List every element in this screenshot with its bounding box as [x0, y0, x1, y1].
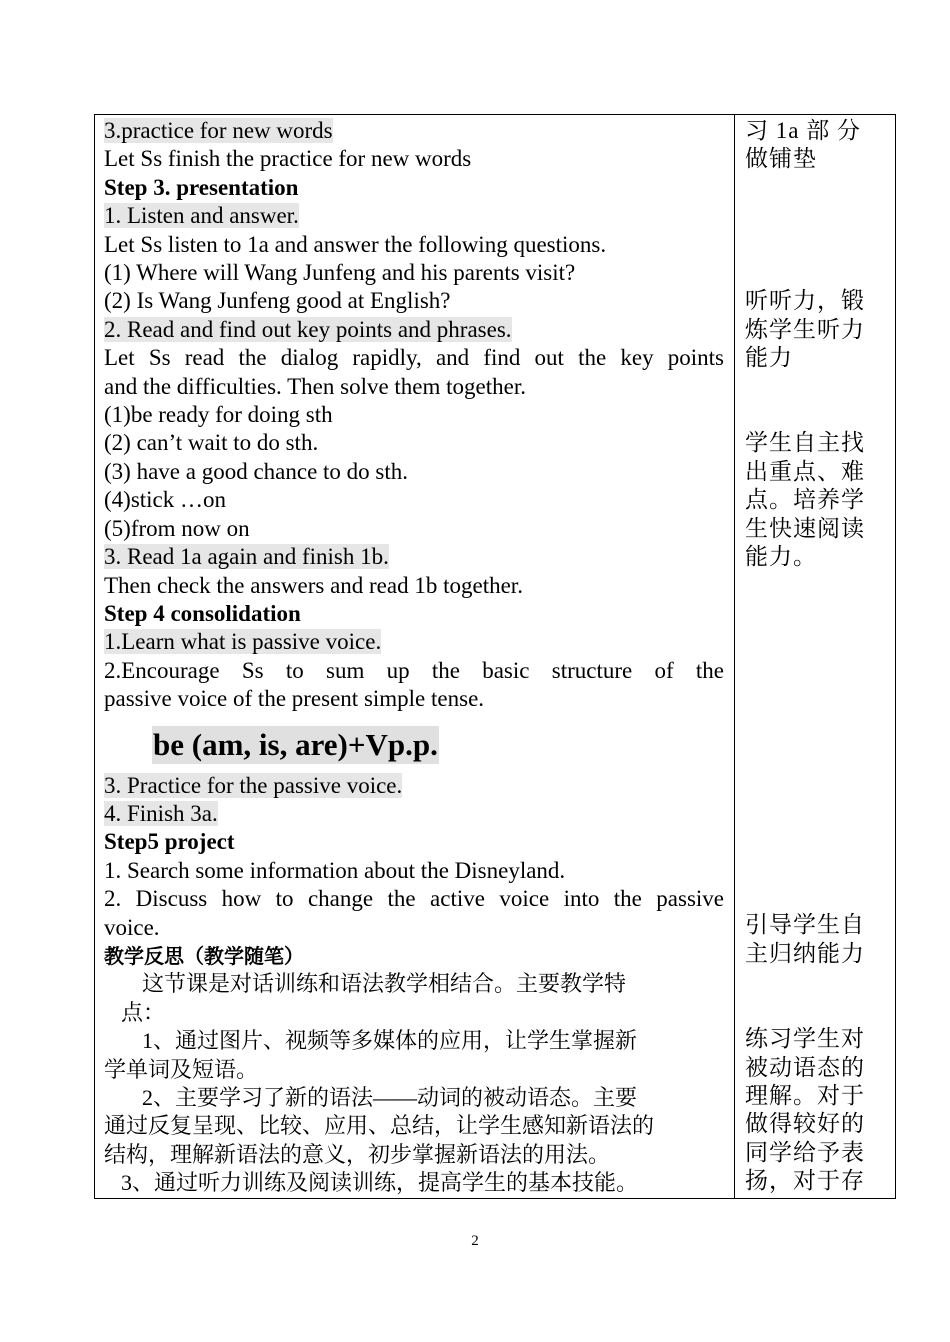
activity-heading: 1. Listen and answer.: [104, 203, 299, 229]
purpose-text: 做得较好的: [745, 1111, 865, 1137]
reflection-text: 这节课是对话训练和语法教学相结合。主要教学特: [142, 971, 627, 997]
procedure-column: [95, 115, 735, 1199]
activity-heading: 3. Practice for the passive voice.: [104, 772, 403, 798]
step-heading: Step 3. presentation: [104, 174, 299, 200]
text-line: Let Ss read the dialog rapidly, and find out the key points: [104, 345, 724, 371]
phrase-item: (3) have a good chance to do sth.: [104, 458, 409, 484]
text-line: Let Ss listen to 1a and answer the following questions.: [104, 231, 607, 257]
activity-heading: 4. Finish 3a.: [104, 800, 218, 826]
reflection-text: 结构，理解新语法的意义，初步掌握新语法的用法。: [104, 1141, 611, 1167]
phrase-item: (5)from now on: [104, 515, 250, 541]
step-heading: Step5 project: [104, 829, 235, 855]
purpose-text: 点。培养学: [745, 487, 865, 513]
purpose-text: 扬，对于存: [745, 1168, 865, 1194]
activity-heading: 2. Read and find out key points and phrases.: [104, 316, 512, 342]
reflection-heading: 教学反思（教学随笔）: [104, 943, 304, 968]
reflection-text: 2、主要学习了新的语法——动词的被动语态。主要: [142, 1085, 638, 1110]
purpose-text: 引导学生自: [745, 912, 865, 938]
purpose-text: 能力。: [745, 544, 817, 569]
question-item: (2) Is Wang Junfeng good at English?: [104, 288, 451, 314]
lesson-plan-table: [94, 114, 896, 1199]
purpose-text: 理解。对于: [745, 1083, 865, 1109]
text-line: and the difficulties. Then solve them together.: [104, 373, 526, 399]
text-line: 2. Discuss how to change the active voice into the passive: [104, 886, 724, 912]
purpose-text: 习 1a 部 分: [745, 118, 861, 143]
reflection-text: 通过反复呈现、比较、应用、总结，让学生感知新语法的: [104, 1113, 655, 1139]
phrase-item: (4)stick …on: [104, 487, 227, 513]
text-line: 2.Encourage Ss to sum up the basic structure of the: [104, 657, 724, 683]
grammar-formula: be (am, is, are)+Vp.p.: [153, 726, 438, 762]
purpose-text: 出重点、难: [745, 458, 865, 484]
reflection-text: 点：: [121, 999, 166, 1025]
purpose-text: 听听力，锻: [745, 288, 865, 314]
reflection-text: 1、通过图片、视频等多媒体的应用，让学生掌握新: [142, 1028, 638, 1054]
activity-heading: 3. Read 1a again and finish 1b.: [104, 544, 389, 570]
activity-heading: 1.Learn what is passive voice.: [104, 629, 382, 655]
text-line: voice.: [104, 914, 160, 940]
purpose-text: 能力: [745, 345, 793, 371]
purpose-column: [735, 115, 896, 1199]
activity-heading: 3.practice for new words: [104, 118, 333, 143]
text-line: 1. Search some information about the Disneyland.: [104, 857, 566, 883]
phrase-item: (2) can’t wait to do sth.: [104, 430, 319, 456]
purpose-text: 练习学生对: [745, 1026, 865, 1052]
purpose-text: 学生自主找: [745, 430, 865, 456]
purpose-text: 被动语态的: [745, 1054, 865, 1080]
purpose-text: 同学给予表: [745, 1139, 865, 1165]
purpose-text: 生快速阅读: [745, 515, 865, 541]
purpose-text: 炼学生听力: [745, 316, 865, 342]
purpose-text: 做铺垫: [745, 146, 817, 172]
purpose-text: 主归纳能力: [745, 940, 865, 966]
reflection-text: 学单词及短语。: [104, 1056, 259, 1082]
text-line: Then check the answers and read 1b together.: [104, 572, 523, 598]
table-row: [95, 115, 896, 1199]
page-number: 2: [471, 1233, 479, 1249]
text-line: Let Ss finish the practice for new words: [104, 146, 472, 172]
step-heading: Step 4 consolidation: [104, 600, 301, 626]
reflection-text: 3、通过听力训练及阅读训练，提高学生的基本技能。: [121, 1170, 639, 1196]
text-line: passive voice of the present simple tense.: [104, 686, 485, 712]
question-item: (1) Where will Wang Junfeng and his parents visit?: [104, 260, 576, 286]
phrase-item: (1)be ready for doing sth: [104, 402, 333, 428]
